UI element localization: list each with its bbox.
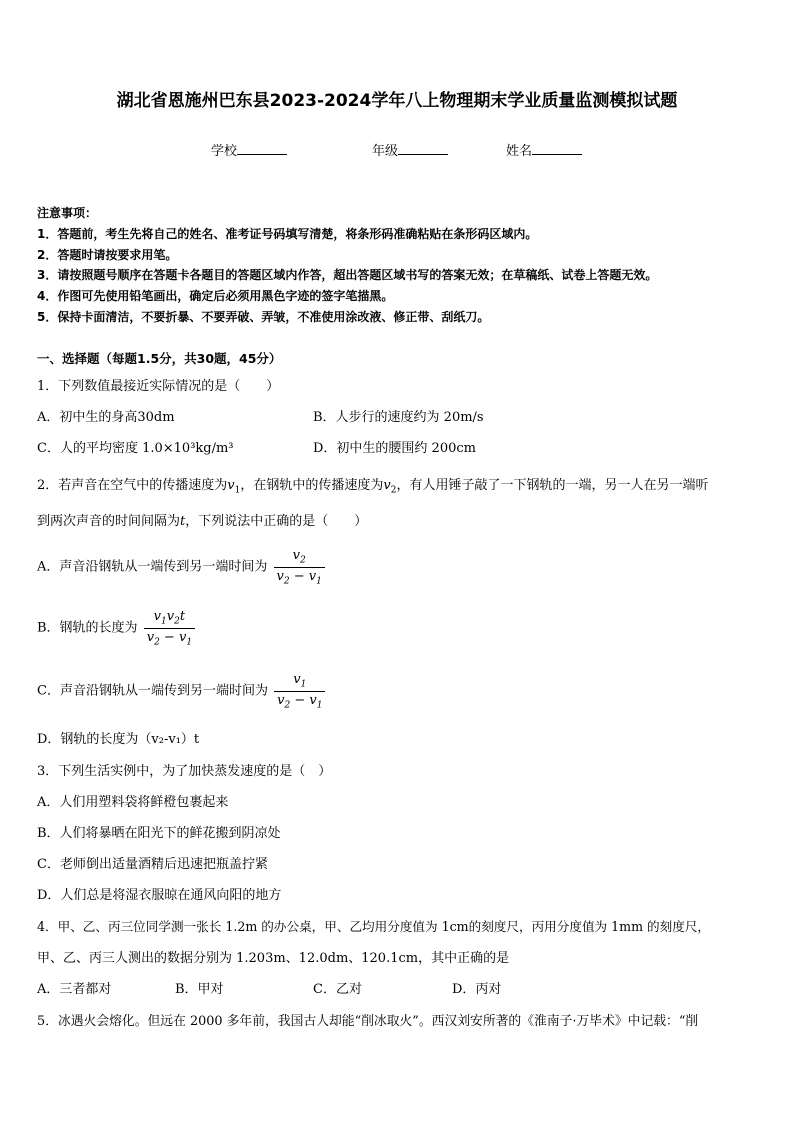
question-2-option-c: C．声音沿钢轨从一端传到另一端时间为 $\frac{v_1}{v_2 - v_1}$ [37, 672, 325, 710]
question-4-option-c: C．乙对 [313, 982, 362, 997]
grade-field[interactable]: 年级 [372, 140, 448, 159]
question-3-option-a: A．人们用塑料袋将鲜橙包裹起来 [37, 795, 229, 810]
name-blank[interactable] [532, 142, 582, 155]
notice-item: 4．作图可先使用铅笔画出，确定后必须用黑色字迹的签字笔描黑。 [37, 289, 394, 303]
page-title: 湖北省恩施州巴东县2023-2024学年八上物理期末学业质量监测模拟试题 [116, 91, 678, 111]
question-1-option-c: C．人的平均密度 1.0×10³kg/m³ [37, 441, 234, 456]
question-2-option-a: A．声音沿钢轨从一端传到另一端时间为 $\frac{v_2}{v_2 - v_1}$ [37, 548, 325, 586]
notice-item: 2．答题时请按要求用笔。 [37, 248, 178, 262]
fraction: $\frac{v_1}{v_2 - v_1}$ [274, 672, 325, 710]
question-1-stem: 1．下列数值最接近实际情况的是（ ） [37, 379, 280, 394]
question-1-option-d: D．初中生的腰围约 200cm [313, 441, 476, 456]
question-3-stem: 3．下列生活实例中，为了加快蒸发速度的是（ ） [37, 764, 332, 779]
question-3-option-c: C．老师倒出适量酒精后迅速把瓶盖拧紧 [37, 857, 268, 872]
question-4-stem-line-2: 甲、乙、丙三人测出的数据分别为 1.203m、12.0dm、120.1cm，其中正确的是 [37, 951, 510, 966]
notice-item: 5．保持卡面清洁，不要折暴、不要弄破、弄皱，不准使用涂改液、修正带、刮纸刀。 [37, 310, 490, 324]
question-2-option-d: D．钢轨的长度为（v₂-v₁）t [37, 732, 200, 747]
fraction: $\frac{v_1v_2t}{v_2 - v_1}$ [144, 609, 195, 647]
question-2-option-b: B．钢轨的长度为 $\frac{v_1v_2t}{v_2 - v_1}$ [37, 609, 195, 647]
question-1-option-a: A．初中生的身高30dm [37, 410, 175, 425]
fraction: $\frac{v_2}{v_2 - v_1}$ [274, 548, 325, 586]
question-1-option-b: B．人步行的速度约为 20m/s [313, 410, 484, 425]
school-blank[interactable] [237, 142, 287, 155]
question-3-option-d: D．人们总是将湿衣服晾在通风向阳的地方 [37, 888, 282, 903]
question-3-option-b: B．人们将暴晒在阳光下的鲜花搬到阴凉处 [37, 826, 281, 841]
grade-blank[interactable] [398, 142, 448, 155]
notice-item: 1．答题前，考生先将自己的姓名、准考证号码填写清楚，将条形码准确粘贴在条形码区域内。 [37, 227, 538, 241]
question-4-option-a: A．三者都对 [37, 982, 112, 997]
question-5-stem: 5．冰遇火会熔化。但远在 2000 多年前，我国古人却能“削冰取火”。西汉刘安所著的《淮南子·万毕术》中记载：“削 [37, 1014, 699, 1029]
question-4-option-d: D．丙对 [452, 982, 502, 997]
question-2-stem-line-1: 2．若声音在空气中的传播速度为$v_1$，在钢轨中的传播速度为$v_2$，有人用锤子敲了一下钢轨的一端，另一人在另一端听 [37, 478, 709, 496]
school-field[interactable]: 学校 [211, 140, 287, 159]
section-heading: 一、选择题（每题1.5分，共30题，45分） [37, 351, 282, 366]
name-field[interactable]: 姓名 [506, 140, 582, 159]
question-2-stem-line-2: 到两次声音的时间间隔为t，下列说法中正确的是（ ） [37, 514, 368, 529]
question-4-option-b: B．甲对 [175, 982, 224, 997]
notice-item: 3．请按照题号顺序在答题卡各题目的答题区域内作答，超出答题区域书写的答案无效；在草稿纸、试卷上答题无效。 [37, 268, 658, 282]
question-4-stem-line-1: 4．甲、乙、丙三位同学测一张长 1.2m 的办公桌，甲、乙均用分度值为 1cm的刻度尺，丙用分度值为 1mm 的刻度尺， [37, 919, 711, 934]
notice-heading: 注意事项： [37, 206, 98, 220]
